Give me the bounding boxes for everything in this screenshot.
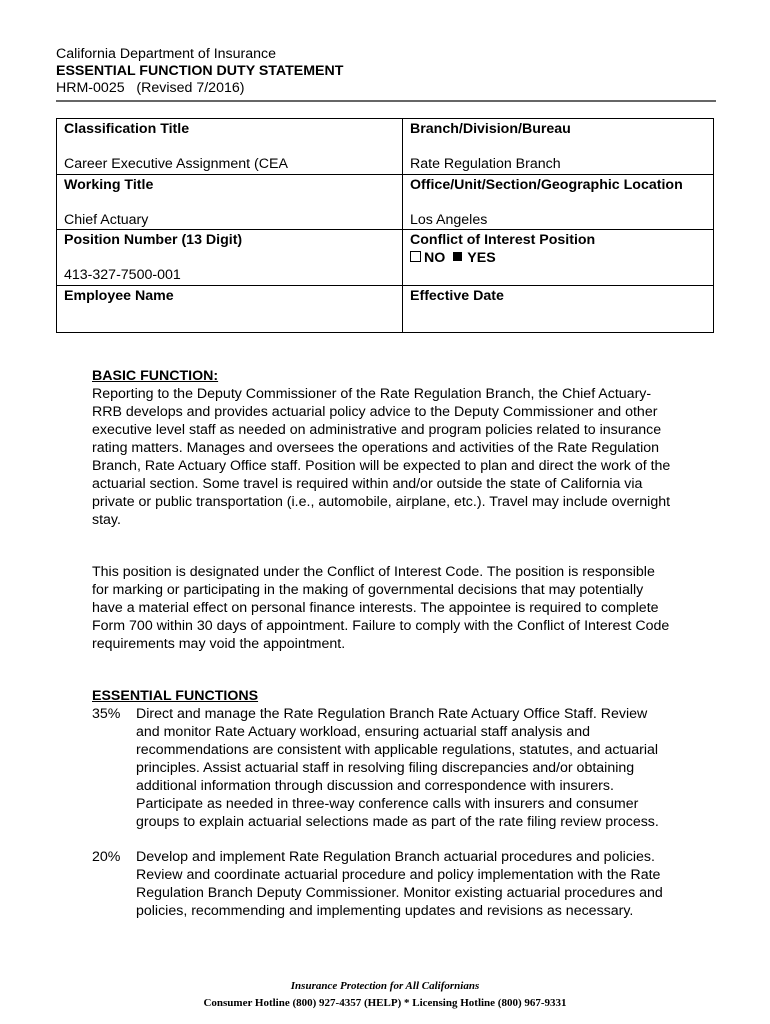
footer-tagline: Insurance Protection for All Californians	[290, 980, 480, 992]
header-divider	[56, 100, 716, 102]
employee-name-cell	[57, 285, 403, 332]
conflict-of-interest-paragraph	[92, 563, 716, 653]
conflict-paragraph-line: This position is designated under the Conflict of Interest Code. The position is responsible	[92, 564, 655, 580]
duty-line: Participate as needed in three-way conference calls with insurers and consumer	[136, 796, 639, 812]
effective-date-label: Effective Date	[410, 287, 504, 304]
basic-function-line: Reporting to the Deputy Commissioner of the Rate Regulation Branch, the Chief Actuary-	[92, 386, 652, 402]
duty-percent: 20%	[92, 849, 121, 865]
essential-functions-section	[92, 687, 716, 705]
branch-label: Branch/Division/Bureau	[410, 121, 571, 137]
conflict-paragraph-line: have a material effect on personal finance interests. The appointee is required to complete	[92, 600, 659, 616]
conflict-of-interest-cell	[403, 230, 714, 286]
effective-date-cell	[403, 285, 714, 332]
document-header	[56, 46, 716, 97]
duty-item-2	[92, 848, 716, 920]
basic-function-line: private or public transportation (i.e., automobile, airplane, etc.). Travel may include overnight	[92, 494, 671, 510]
office-cell	[403, 174, 714, 230]
duty-line: recommendations are consistent with applicable regulations, statutes, and actuarial	[136, 742, 659, 758]
classification-title-label: Classification Title	[64, 121, 190, 137]
duty-percent: 35%	[92, 706, 121, 722]
duty-line: Review and coordinate actuarial procedure and policy implementation with the Rate	[136, 867, 661, 883]
conflict-paragraph-line: requirements may void the appointment.	[92, 636, 346, 652]
conflict-paragraph-line: Form 700 within 30 days of appointment. Failure to comply with the Conflict of Interest Code	[92, 618, 670, 634]
basic-function-line: rating matters. Manages and oversees the operations and activities of the Rate Regulation	[92, 440, 660, 456]
working-title-label: Working Title	[64, 176, 154, 193]
employee-name-label: Employee Name	[64, 287, 174, 304]
working-title-cell	[57, 174, 403, 230]
basic-function-line: actuarial section. Some travel is required within and/or outside the state of California via	[92, 476, 643, 492]
duty-item-1	[92, 705, 716, 831]
conflict-paragraph-line: for marking or participating in the making of governmental decisions that may potentially	[92, 582, 644, 598]
basic-function-line: executive level staff as needed on administrative and program policies related to insurance	[92, 422, 662, 438]
position-info-table	[56, 118, 714, 333]
basic-function-heading: BASIC FUNCTION:	[92, 368, 219, 384]
branch-cell	[403, 119, 714, 175]
position-number-label: Position Number (13 Digit)	[64, 232, 243, 248]
office-value: Los Angeles	[410, 211, 488, 228]
page-footer	[0, 978, 770, 1012]
department-name: California Department of Insurance	[56, 46, 277, 62]
position-number-value: 413-327-7500-001	[64, 267, 181, 283]
duty-line: Develop and implement Rate Regulation Branch actuarial procedures and policies.	[136, 849, 655, 865]
duty-line: policies, recommending and implementing updates and revisions as necessary.	[136, 903, 634, 919]
essential-functions-heading: ESSENTIAL FUNCTIONS	[92, 688, 259, 704]
classification-title-value: Career Executive Assignment (CEA	[64, 156, 288, 172]
conflict-no-label: NO	[424, 249, 446, 266]
classification-title-cell	[57, 119, 403, 175]
footer-hotlines: Consumer Hotline (800) 927-4357 (HELP) * Licensing Hotline (800) 967-9331	[203, 997, 567, 1009]
form-title: ESSENTIAL FUNCTION DUTY STATEMENT	[56, 63, 344, 79]
office-label: Office/Unit/Section/Geographic Location	[410, 176, 683, 193]
conflict-yes-checkbox[interactable]	[453, 252, 462, 261]
duty-line: principles. Assist actuarial staff in resolving filing discrepancies and/or obtaining	[136, 760, 635, 776]
basic-function-line: Branch, Rate Actuary Office staff. Position will be expected to plan and direct the work of the	[92, 458, 671, 474]
conflict-of-interest-label: Conflict of Interest Position	[410, 232, 596, 248]
duty-line: Direct and manage the Rate Regulation Branch Rate Actuary Office Staff. Review	[136, 706, 648, 722]
basic-function-section	[92, 367, 716, 529]
basic-function-line: RRB develops and provides actuarial policy advice to the Deputy Commissioner and other	[92, 404, 658, 420]
working-title-value: Chief Actuary	[64, 211, 149, 228]
basic-function-line: stay.	[92, 512, 121, 528]
duty-line: and monitor Rate Actuary workload, ensuring actuarial staff analysis and	[136, 724, 590, 740]
conflict-yes-label: YES	[467, 249, 496, 266]
duty-line: groups to explain actuarial selections made as part of the rate filing review process.	[136, 814, 659, 830]
conflict-no-checkbox[interactable]	[410, 251, 421, 262]
duty-line: additional information through discussion and correspondence with insurers.	[136, 778, 614, 794]
branch-value: Rate Regulation Branch	[410, 156, 561, 172]
position-number-cell	[57, 230, 403, 286]
form-number: HRM-0025 (Revised 7/2016)	[56, 80, 245, 96]
duty-line: Regulation Branch Deputy Commissioner. Monitor existing actuarial procedures and	[136, 885, 663, 901]
